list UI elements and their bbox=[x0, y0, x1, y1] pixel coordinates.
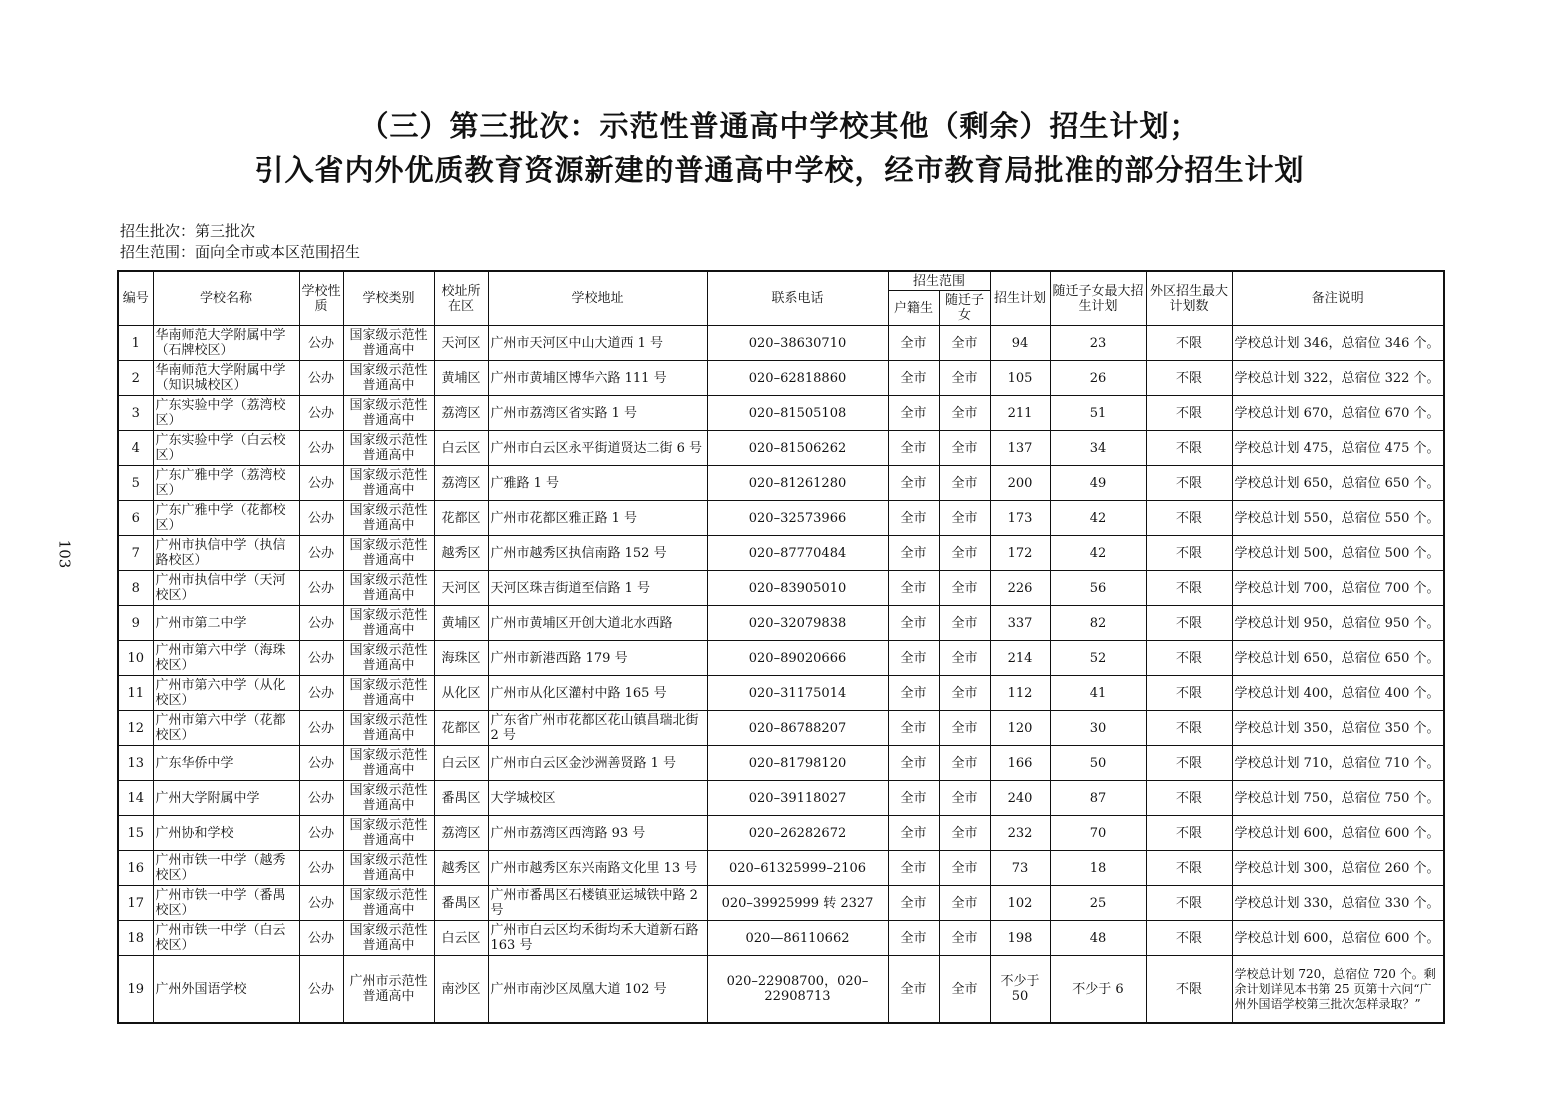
cell-sui-max: 18 bbox=[1050, 851, 1146, 886]
cell-district: 海珠区 bbox=[434, 641, 488, 676]
cell-phone: 020–81506262 bbox=[707, 431, 888, 466]
cell-school-category: 国家级示范性普通高中 bbox=[343, 851, 434, 886]
cell-note: 学校总计划 475，总宿位 475 个。 bbox=[1232, 431, 1444, 466]
cell-school-nature: 公办 bbox=[299, 676, 343, 711]
cell-plan: 102 bbox=[990, 886, 1050, 921]
cell-scope-huji: 全市 bbox=[888, 466, 939, 501]
cell-school-name: 华南师范大学附属中学（知识城校区） bbox=[153, 361, 299, 396]
table-row bbox=[118, 816, 1444, 851]
header-school-category: 学校类别 bbox=[343, 271, 434, 326]
cell-scope-sui: 全市 bbox=[939, 326, 990, 361]
cell-school-nature: 公办 bbox=[299, 781, 343, 816]
cell-note: 学校总计划 346，总宿位 346 个。 bbox=[1232, 326, 1444, 361]
cell-plan: 166 bbox=[990, 746, 1050, 781]
cell-no: 3 bbox=[118, 396, 153, 431]
cell-district: 白云区 bbox=[434, 746, 488, 781]
cell-district: 越秀区 bbox=[434, 536, 488, 571]
cell-scope-sui: 全市 bbox=[939, 361, 990, 396]
cell-district: 荔湾区 bbox=[434, 396, 488, 431]
cell-school-name: 广东广雅中学（荔湾校区） bbox=[153, 466, 299, 501]
cell-address: 广州市新港西路 179 号 bbox=[488, 641, 707, 676]
cell-phone: 020–39925999 转 2327 bbox=[707, 886, 888, 921]
admission-plan-table bbox=[117, 270, 1445, 1024]
cell-phone: 020–81505108 bbox=[707, 396, 888, 431]
cell-school-category: 国家级示范性普通高中 bbox=[343, 466, 434, 501]
cell-scope-sui: 全市 bbox=[939, 956, 990, 1024]
cell-plan: 214 bbox=[990, 641, 1050, 676]
cell-note: 学校总计划 750，总宿位 750 个。 bbox=[1232, 781, 1444, 816]
cell-note: 学校总计划 400，总宿位 400 个。 bbox=[1232, 676, 1444, 711]
cell-plan: 200 bbox=[990, 466, 1050, 501]
cell-address: 广州市越秀区执信南路 152 号 bbox=[488, 536, 707, 571]
table-row bbox=[118, 676, 1444, 711]
admission-batch-label: 招生批次：第三批次 bbox=[120, 222, 256, 240]
cell-address: 大学城校区 bbox=[488, 781, 707, 816]
page-title-line-2: 引入省内外优质教育资源新建的普通高中学校，经市教育局批准的部分招生计划 bbox=[254, 153, 1305, 187]
cell-address: 广州市黄埔区博华六路 111 号 bbox=[488, 361, 707, 396]
cell-phone: 020–39118027 bbox=[707, 781, 888, 816]
cell-plan: 不少于 50 bbox=[990, 956, 1050, 1024]
cell-phone: 020–83905010 bbox=[707, 571, 888, 606]
cell-address: 广州市南沙区凤凰大道 102 号 bbox=[488, 956, 707, 1024]
cell-plan: 105 bbox=[990, 361, 1050, 396]
cell-address: 广东省广州市花都区花山镇昌瑞北街 2 号 bbox=[488, 711, 707, 746]
cell-scope-sui: 全市 bbox=[939, 781, 990, 816]
table-row bbox=[118, 921, 1444, 956]
cell-out-max: 不限 bbox=[1146, 431, 1232, 466]
header-no: 编号 bbox=[118, 271, 153, 326]
cell-out-max: 不限 bbox=[1146, 641, 1232, 676]
cell-address: 广州市荔湾区省实路 1 号 bbox=[488, 396, 707, 431]
cell-sui-max: 49 bbox=[1050, 466, 1146, 501]
cell-sui-max: 42 bbox=[1050, 536, 1146, 571]
cell-note: 学校总计划 700，总宿位 700 个。 bbox=[1232, 571, 1444, 606]
cell-school-nature: 公办 bbox=[299, 536, 343, 571]
cell-scope-huji: 全市 bbox=[888, 676, 939, 711]
cell-sui-max: 34 bbox=[1050, 431, 1146, 466]
cell-district: 越秀区 bbox=[434, 851, 488, 886]
cell-scope-huji: 全市 bbox=[888, 361, 939, 396]
cell-school-category: 国家级示范性普通高中 bbox=[343, 396, 434, 431]
cell-school-category: 国家级示范性普通高中 bbox=[343, 501, 434, 536]
cell-note: 学校总计划 720，总宿位 720 个。剩余计划详见本书第 25 页第十六问“广州外国语学校第三批次怎样录取？” bbox=[1232, 956, 1444, 1024]
cell-school-nature: 公办 bbox=[299, 361, 343, 396]
cell-scope-huji: 全市 bbox=[888, 921, 939, 956]
table-row bbox=[118, 501, 1444, 536]
cell-phone: 020–22908700，020–22908713 bbox=[707, 956, 888, 1024]
cell-scope-huji: 全市 bbox=[888, 711, 939, 746]
cell-district: 番禺区 bbox=[434, 886, 488, 921]
cell-out-max: 不限 bbox=[1146, 501, 1232, 536]
cell-out-max: 不限 bbox=[1146, 851, 1232, 886]
cell-sui-max: 30 bbox=[1050, 711, 1146, 746]
cell-note: 学校总计划 950，总宿位 950 个。 bbox=[1232, 606, 1444, 641]
cell-phone: 020–87770484 bbox=[707, 536, 888, 571]
cell-school-nature: 公办 bbox=[299, 711, 343, 746]
table-header bbox=[118, 271, 1444, 326]
cell-scope-sui: 全市 bbox=[939, 921, 990, 956]
cell-out-max: 不限 bbox=[1146, 606, 1232, 641]
header-sui-max: 随迁子女最大招生计划 bbox=[1050, 271, 1146, 326]
cell-school-nature: 公办 bbox=[299, 571, 343, 606]
cell-school-name: 广州市执信中学（执信路校区） bbox=[153, 536, 299, 571]
cell-sui-max: 41 bbox=[1050, 676, 1146, 711]
cell-address: 广州市花都区雅正路 1 号 bbox=[488, 501, 707, 536]
cell-sui-max: 26 bbox=[1050, 361, 1146, 396]
cell-school-nature: 公办 bbox=[299, 886, 343, 921]
cell-school-category: 国家级示范性普通高中 bbox=[343, 571, 434, 606]
cell-district: 白云区 bbox=[434, 431, 488, 466]
cell-note: 学校总计划 710，总宿位 710 个。 bbox=[1232, 746, 1444, 781]
cell-school-name: 广州市第六中学（海珠校区） bbox=[153, 641, 299, 676]
cell-scope-huji: 全市 bbox=[888, 641, 939, 676]
cell-address: 广州市白云区永平街道贤达二街 6 号 bbox=[488, 431, 707, 466]
cell-scope-huji: 全市 bbox=[888, 781, 939, 816]
cell-sui-max: 87 bbox=[1050, 781, 1146, 816]
cell-no: 4 bbox=[118, 431, 153, 466]
cell-scope-sui: 全市 bbox=[939, 746, 990, 781]
cell-school-nature: 公办 bbox=[299, 466, 343, 501]
cell-school-category: 国家级示范性普通高中 bbox=[343, 676, 434, 711]
cell-sui-max: 不少于 6 bbox=[1050, 956, 1146, 1024]
cell-school-category: 国家级示范性普通高中 bbox=[343, 361, 434, 396]
cell-school-nature: 公办 bbox=[299, 641, 343, 676]
cell-out-max: 不限 bbox=[1146, 711, 1232, 746]
cell-school-name: 广州市铁一中学（番禺校区） bbox=[153, 886, 299, 921]
cell-school-category: 国家级示范性普通高中 bbox=[343, 886, 434, 921]
header-address: 学校地址 bbox=[488, 271, 707, 326]
cell-scope-huji: 全市 bbox=[888, 851, 939, 886]
cell-sui-max: 42 bbox=[1050, 501, 1146, 536]
cell-address: 天河区珠吉街道至信路 1 号 bbox=[488, 571, 707, 606]
cell-phone: 020–32573966 bbox=[707, 501, 888, 536]
cell-school-name: 广州市铁一中学（越秀校区） bbox=[153, 851, 299, 886]
cell-school-name: 华南师范大学附属中学（石牌校区） bbox=[153, 326, 299, 361]
cell-address: 广州市白云区金沙洲善贤路 1 号 bbox=[488, 746, 707, 781]
table-row bbox=[118, 396, 1444, 431]
cell-phone: 020–86788207 bbox=[707, 711, 888, 746]
cell-phone: 020–81261280 bbox=[707, 466, 888, 501]
cell-note: 学校总计划 350，总宿位 350 个。 bbox=[1232, 711, 1444, 746]
cell-phone: 020–32079838 bbox=[707, 606, 888, 641]
cell-scope-sui: 全市 bbox=[939, 711, 990, 746]
cell-plan: 337 bbox=[990, 606, 1050, 641]
cell-plan: 198 bbox=[990, 921, 1050, 956]
cell-plan: 112 bbox=[990, 676, 1050, 711]
cell-plan: 137 bbox=[990, 431, 1050, 466]
cell-school-category: 国家级示范性普通高中 bbox=[343, 781, 434, 816]
cell-sui-max: 50 bbox=[1050, 746, 1146, 781]
page-title-line-1: （三）第三批次：示范性普通高中学校其他（剩余）招生计划； bbox=[359, 109, 1200, 143]
table-row bbox=[118, 781, 1444, 816]
cell-school-nature: 公办 bbox=[299, 921, 343, 956]
cell-sui-max: 52 bbox=[1050, 641, 1146, 676]
header-phone: 联系电话 bbox=[707, 271, 888, 326]
cell-no: 16 bbox=[118, 851, 153, 886]
cell-plan: 120 bbox=[990, 711, 1050, 746]
cell-school-nature: 公办 bbox=[299, 956, 343, 1024]
cell-school-nature: 公办 bbox=[299, 816, 343, 851]
cell-no: 15 bbox=[118, 816, 153, 851]
cell-address: 广州市番禺区石楼镇亚运城铁中路 2 号 bbox=[488, 886, 707, 921]
table-row bbox=[118, 886, 1444, 921]
cell-no: 9 bbox=[118, 606, 153, 641]
cell-sui-max: 23 bbox=[1050, 326, 1146, 361]
cell-school-nature: 公办 bbox=[299, 851, 343, 886]
table-row bbox=[118, 641, 1444, 676]
cell-district: 花都区 bbox=[434, 711, 488, 746]
cell-plan: 232 bbox=[990, 816, 1050, 851]
cell-school-name: 广州大学附属中学 bbox=[153, 781, 299, 816]
cell-scope-sui: 全市 bbox=[939, 501, 990, 536]
cell-no: 2 bbox=[118, 361, 153, 396]
cell-school-name: 广州市铁一中学（白云校区） bbox=[153, 921, 299, 956]
cell-school-category: 国家级示范性普通高中 bbox=[343, 816, 434, 851]
cell-out-max: 不限 bbox=[1146, 746, 1232, 781]
header-note: 备注说明 bbox=[1232, 271, 1444, 326]
cell-phone: 020–61325999–2106 bbox=[707, 851, 888, 886]
cell-no: 13 bbox=[118, 746, 153, 781]
table-row bbox=[118, 851, 1444, 886]
cell-no: 17 bbox=[118, 886, 153, 921]
cell-note: 学校总计划 550，总宿位 550 个。 bbox=[1232, 501, 1444, 536]
cell-school-nature: 公办 bbox=[299, 431, 343, 466]
cell-note: 学校总计划 600，总宿位 600 个。 bbox=[1232, 921, 1444, 956]
cell-scope-huji: 全市 bbox=[888, 431, 939, 466]
cell-no: 14 bbox=[118, 781, 153, 816]
cell-scope-huji: 全市 bbox=[888, 816, 939, 851]
cell-district: 南沙区 bbox=[434, 956, 488, 1024]
cell-school-name: 广东华侨中学 bbox=[153, 746, 299, 781]
cell-address: 广州市越秀区东兴南路文化里 13 号 bbox=[488, 851, 707, 886]
table-row bbox=[118, 711, 1444, 746]
cell-scope-sui: 全市 bbox=[939, 676, 990, 711]
cell-plan: 173 bbox=[990, 501, 1050, 536]
cell-school-category: 国家级示范性普通高中 bbox=[343, 921, 434, 956]
cell-out-max: 不限 bbox=[1146, 676, 1232, 711]
cell-phone: 020—86110662 bbox=[707, 921, 888, 956]
cell-school-name: 广东广雅中学（花都校区） bbox=[153, 501, 299, 536]
cell-out-max: 不限 bbox=[1146, 396, 1232, 431]
cell-school-name: 广州市第六中学（花都校区） bbox=[153, 711, 299, 746]
cell-out-max: 不限 bbox=[1146, 536, 1232, 571]
table-body bbox=[118, 326, 1444, 1024]
cell-school-category: 国家级示范性普通高中 bbox=[343, 711, 434, 746]
cell-scope-sui: 全市 bbox=[939, 606, 990, 641]
cell-address: 广州市天河区中山大道西 1 号 bbox=[488, 326, 707, 361]
cell-school-name: 广东实验中学（荔湾校区） bbox=[153, 396, 299, 431]
cell-no: 6 bbox=[118, 501, 153, 536]
header-district: 校址所在区 bbox=[434, 271, 488, 326]
cell-district: 荔湾区 bbox=[434, 466, 488, 501]
table-row bbox=[118, 571, 1444, 606]
cell-school-category: 国家级示范性普通高中 bbox=[343, 606, 434, 641]
cell-phone: 020–31175014 bbox=[707, 676, 888, 711]
cell-scope-huji: 全市 bbox=[888, 501, 939, 536]
cell-phone: 020–62818860 bbox=[707, 361, 888, 396]
cell-plan: 226 bbox=[990, 571, 1050, 606]
cell-school-nature: 公办 bbox=[299, 501, 343, 536]
cell-scope-huji: 全市 bbox=[888, 746, 939, 781]
cell-scope-sui: 全市 bbox=[939, 396, 990, 431]
cell-school-category: 国家级示范性普通高中 bbox=[343, 641, 434, 676]
cell-school-nature: 公办 bbox=[299, 746, 343, 781]
cell-no: 12 bbox=[118, 711, 153, 746]
cell-school-category: 广州市示范性普通高中 bbox=[343, 956, 434, 1024]
header-school-nature: 学校性质 bbox=[299, 271, 343, 326]
cell-note: 学校总计划 330，总宿位 330 个。 bbox=[1232, 886, 1444, 921]
cell-district: 黄埔区 bbox=[434, 361, 488, 396]
cell-sui-max: 82 bbox=[1050, 606, 1146, 641]
cell-scope-huji: 全市 bbox=[888, 956, 939, 1024]
cell-sui-max: 56 bbox=[1050, 571, 1146, 606]
table-row bbox=[118, 326, 1444, 361]
cell-scope-sui: 全市 bbox=[939, 466, 990, 501]
cell-no: 5 bbox=[118, 466, 153, 501]
cell-note: 学校总计划 670，总宿位 670 个。 bbox=[1232, 396, 1444, 431]
cell-scope-sui: 全市 bbox=[939, 571, 990, 606]
cell-district: 从化区 bbox=[434, 676, 488, 711]
cell-plan: 172 bbox=[990, 536, 1050, 571]
cell-school-nature: 公办 bbox=[299, 396, 343, 431]
table-row bbox=[118, 466, 1444, 501]
cell-scope-huji: 全市 bbox=[888, 886, 939, 921]
cell-school-category: 国家级示范性普通高中 bbox=[343, 746, 434, 781]
cell-district: 花都区 bbox=[434, 501, 488, 536]
cell-out-max: 不限 bbox=[1146, 781, 1232, 816]
cell-scope-huji: 全市 bbox=[888, 571, 939, 606]
cell-scope-sui: 全市 bbox=[939, 851, 990, 886]
cell-school-category: 国家级示范性普通高中 bbox=[343, 431, 434, 466]
cell-out-max: 不限 bbox=[1146, 361, 1232, 396]
cell-address: 广州市黄埔区开创大道北水西路 bbox=[488, 606, 707, 641]
cell-note: 学校总计划 300，总宿位 260 个。 bbox=[1232, 851, 1444, 886]
cell-sui-max: 51 bbox=[1050, 396, 1146, 431]
header-out-max: 外区招生最大计划数 bbox=[1146, 271, 1232, 326]
header-plan: 招生计划 bbox=[990, 271, 1050, 326]
cell-sui-max: 25 bbox=[1050, 886, 1146, 921]
cell-phone: 020–81798120 bbox=[707, 746, 888, 781]
cell-district: 白云区 bbox=[434, 921, 488, 956]
cell-district: 天河区 bbox=[434, 326, 488, 361]
cell-scope-sui: 全市 bbox=[939, 641, 990, 676]
cell-plan: 73 bbox=[990, 851, 1050, 886]
cell-phone: 020–89020666 bbox=[707, 641, 888, 676]
cell-plan: 240 bbox=[990, 781, 1050, 816]
cell-out-max: 不限 bbox=[1146, 921, 1232, 956]
header-scope-sui: 随迁子女 bbox=[939, 291, 990, 326]
header-admission-scope: 招生范围 bbox=[888, 271, 990, 291]
cell-school-category: 国家级示范性普通高中 bbox=[343, 326, 434, 361]
cell-no: 10 bbox=[118, 641, 153, 676]
cell-no: 19 bbox=[118, 956, 153, 1024]
cell-district: 荔湾区 bbox=[434, 816, 488, 851]
cell-district: 番禺区 bbox=[434, 781, 488, 816]
cell-address: 广雅路 1 号 bbox=[488, 466, 707, 501]
cell-district: 天河区 bbox=[434, 571, 488, 606]
cell-no: 1 bbox=[118, 326, 153, 361]
cell-school-name: 广州市执信中学（天河校区） bbox=[153, 571, 299, 606]
cell-scope-sui: 全市 bbox=[939, 886, 990, 921]
cell-school-name: 广州市第二中学 bbox=[153, 606, 299, 641]
cell-scope-huji: 全市 bbox=[888, 536, 939, 571]
cell-out-max: 不限 bbox=[1146, 326, 1232, 361]
cell-note: 学校总计划 500，总宿位 500 个。 bbox=[1232, 536, 1444, 571]
cell-note: 学校总计划 322，总宿位 322 个。 bbox=[1232, 361, 1444, 396]
cell-school-name: 广东实验中学（白云校区） bbox=[153, 431, 299, 466]
cell-school-category: 国家级示范性普通高中 bbox=[343, 536, 434, 571]
cell-no: 11 bbox=[118, 676, 153, 711]
cell-no: 7 bbox=[118, 536, 153, 571]
cell-out-max: 不限 bbox=[1146, 466, 1232, 501]
cell-scope-sui: 全市 bbox=[939, 536, 990, 571]
cell-phone: 020–26282672 bbox=[707, 816, 888, 851]
cell-note: 学校总计划 650，总宿位 650 个。 bbox=[1232, 641, 1444, 676]
cell-out-max: 不限 bbox=[1146, 571, 1232, 606]
cell-address: 广州市白云区均禾街均禾大道新石路 163 号 bbox=[488, 921, 707, 956]
admission-scope-label: 招生范围：面向全市或本区范围招生 bbox=[120, 243, 361, 261]
table-row bbox=[118, 746, 1444, 781]
cell-scope-sui: 全市 bbox=[939, 431, 990, 466]
cell-note: 学校总计划 650，总宿位 650 个。 bbox=[1232, 466, 1444, 501]
page-number: 103 bbox=[55, 539, 74, 569]
cell-note: 学校总计划 600，总宿位 600 个。 bbox=[1232, 816, 1444, 851]
table-row bbox=[118, 606, 1444, 641]
cell-out-max: 不限 bbox=[1146, 956, 1232, 1024]
table-row bbox=[118, 431, 1444, 466]
cell-address: 广州市从化区灌村中路 165 号 bbox=[488, 676, 707, 711]
cell-no: 18 bbox=[118, 921, 153, 956]
table-row bbox=[118, 361, 1444, 396]
cell-sui-max: 48 bbox=[1050, 921, 1146, 956]
cell-no: 8 bbox=[118, 571, 153, 606]
cell-school-nature: 公办 bbox=[299, 326, 343, 361]
table-row bbox=[118, 536, 1444, 571]
cell-scope-huji: 全市 bbox=[888, 606, 939, 641]
cell-out-max: 不限 bbox=[1146, 816, 1232, 851]
cell-address: 广州市荔湾区西湾路 93 号 bbox=[488, 816, 707, 851]
cell-plan: 94 bbox=[990, 326, 1050, 361]
header-school-name: 学校名称 bbox=[153, 271, 299, 326]
cell-district: 黄埔区 bbox=[434, 606, 488, 641]
cell-school-name: 广州协和学校 bbox=[153, 816, 299, 851]
cell-scope-huji: 全市 bbox=[888, 326, 939, 361]
table-row bbox=[118, 956, 1444, 1024]
cell-school-name: 广州外国语学校 bbox=[153, 956, 299, 1024]
cell-scope-sui: 全市 bbox=[939, 816, 990, 851]
cell-school-nature: 公办 bbox=[299, 606, 343, 641]
cell-sui-max: 70 bbox=[1050, 816, 1146, 851]
cell-school-name: 广州市第六中学（从化校区） bbox=[153, 676, 299, 711]
header-scope-huji: 户籍生 bbox=[888, 291, 939, 326]
cell-scope-huji: 全市 bbox=[888, 396, 939, 431]
cell-phone: 020–38630710 bbox=[707, 326, 888, 361]
cell-plan: 211 bbox=[990, 396, 1050, 431]
cell-out-max: 不限 bbox=[1146, 886, 1232, 921]
